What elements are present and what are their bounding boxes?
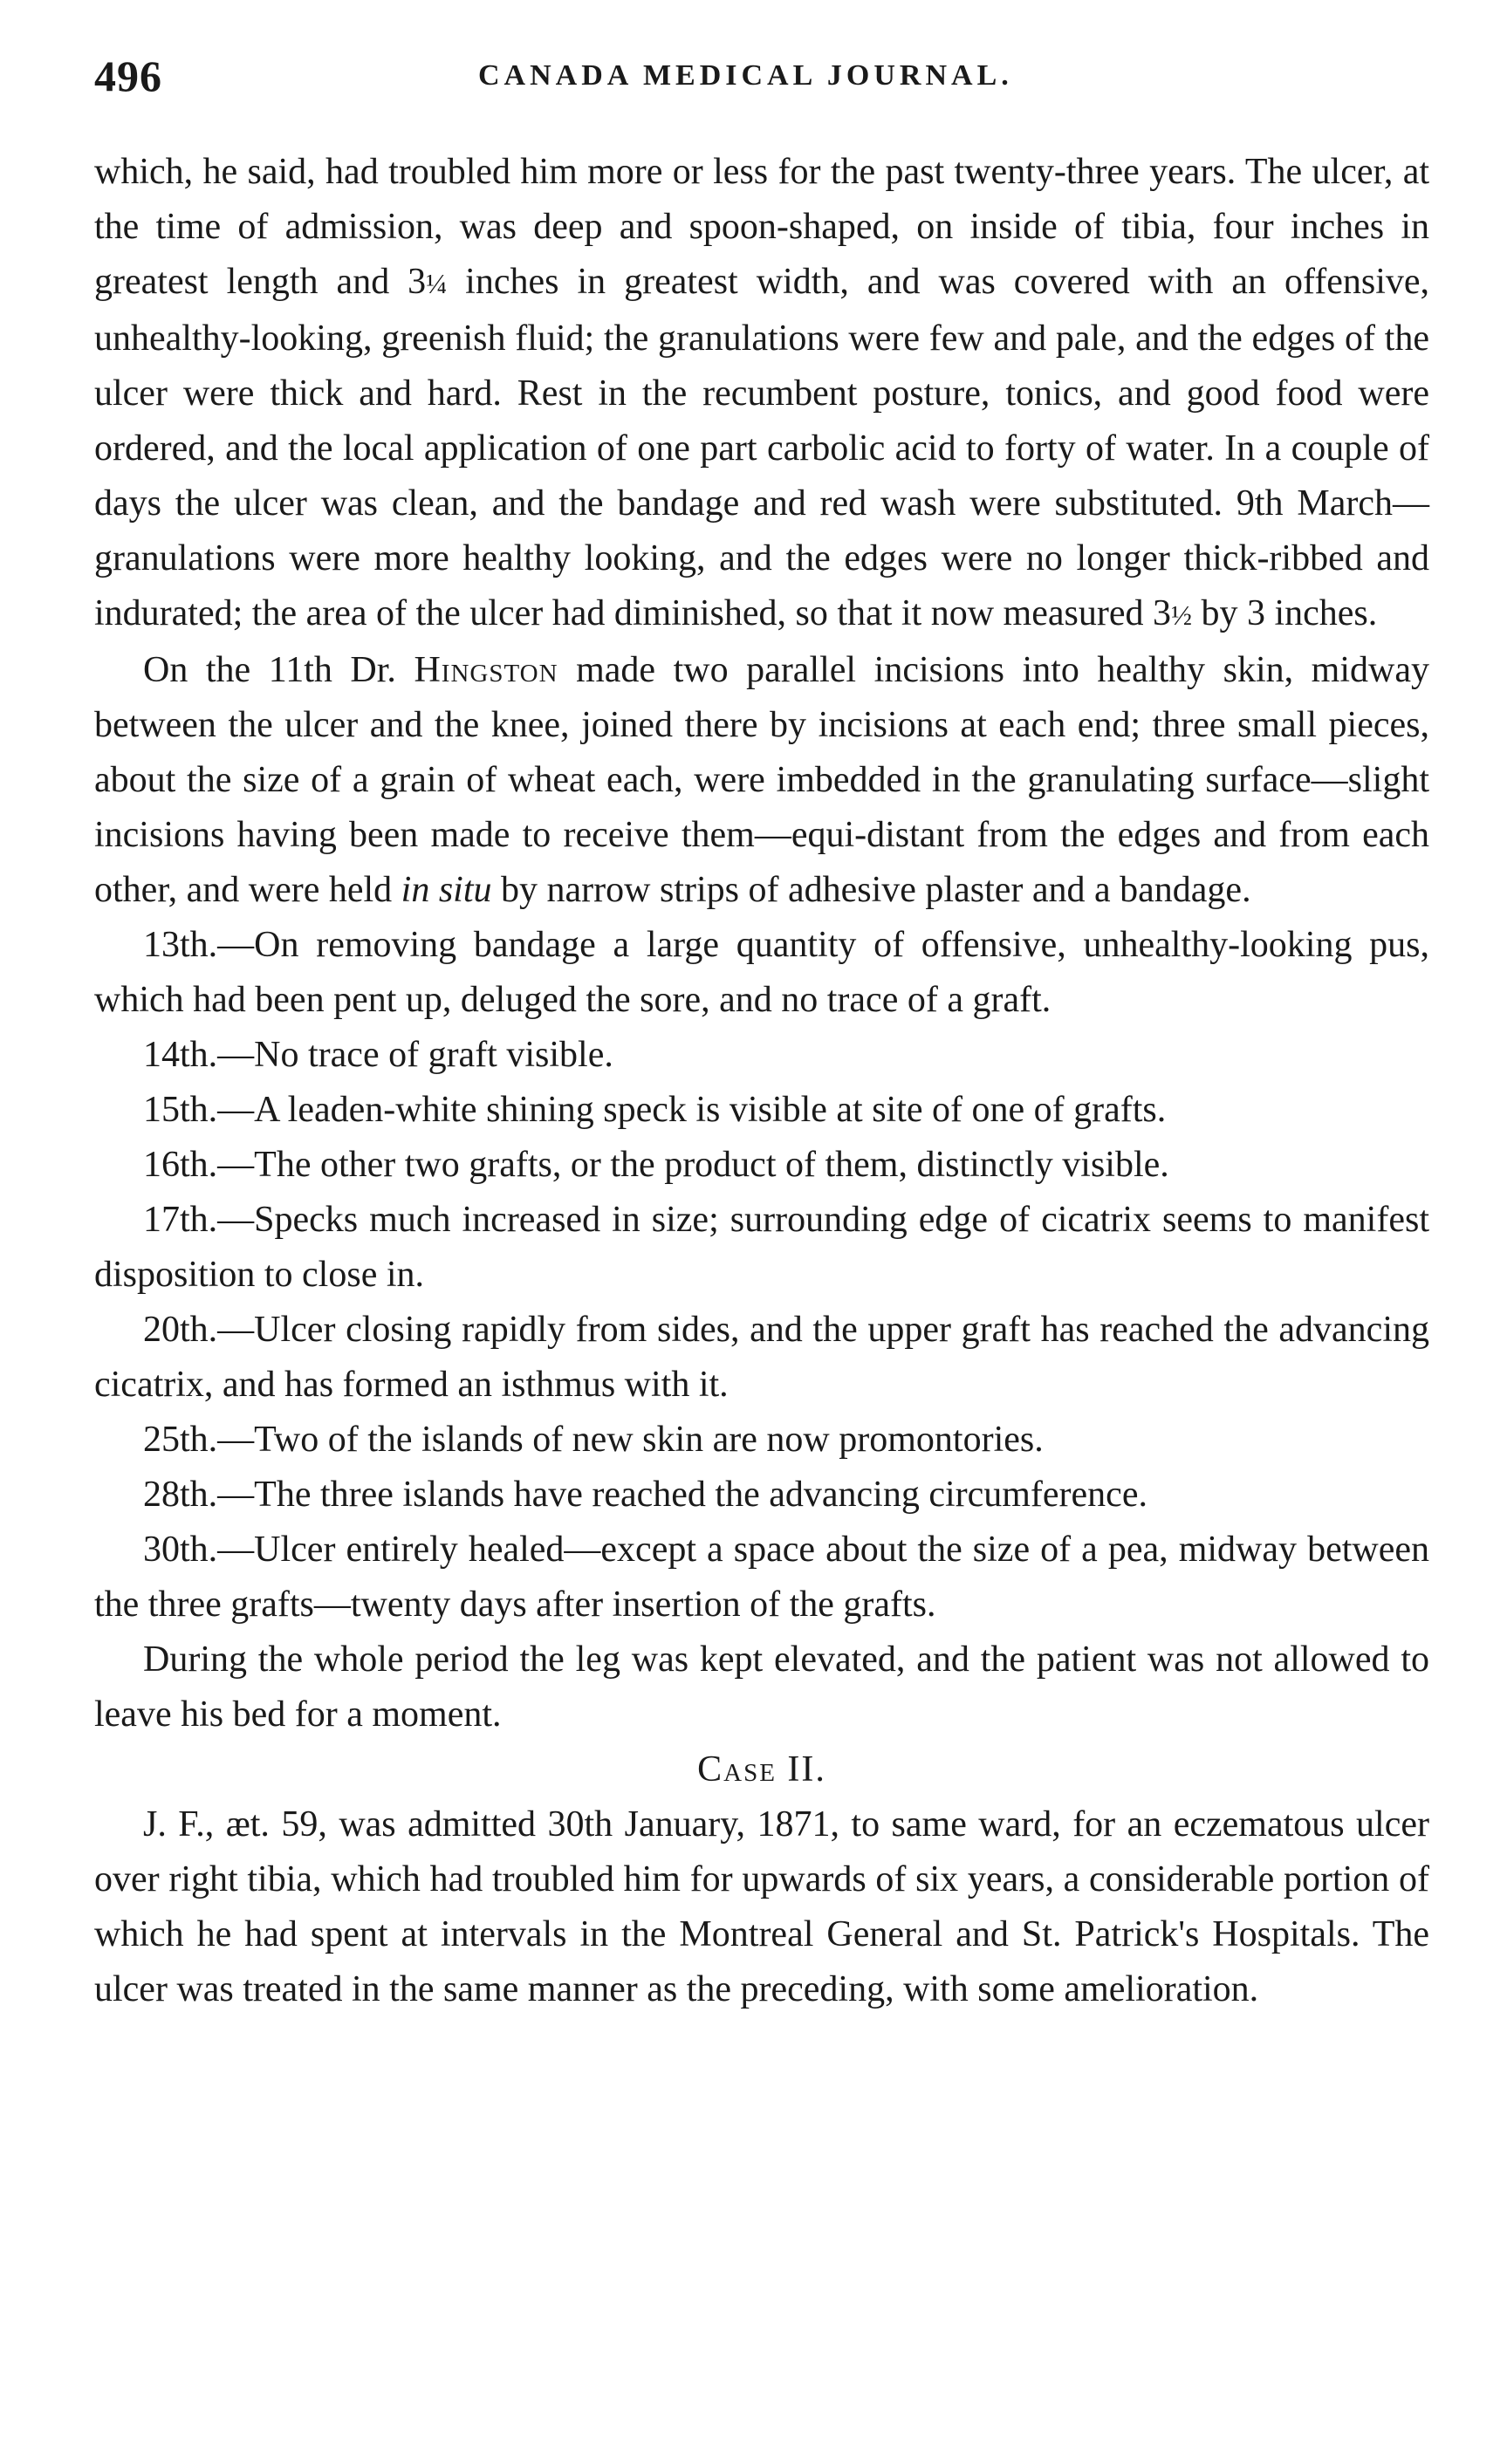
italic-term: in situ xyxy=(401,870,492,910)
entry-25th: 25th.—Two of the islands of new skin are now promontories. xyxy=(143,1420,1044,1460)
entry-30th: 30th.—Ulcer entirely healed—except a space about the size of a pea, midway between the three grafts—twenty days after insertion of the grafts. xyxy=(94,1530,1429,1625)
entry-16th: 16th.—The other two grafts, or the product of them, distinctly visible. xyxy=(143,1145,1169,1185)
paragraph-grafting xyxy=(94,643,1429,918)
entry-20th: 20th.—Ulcer closing rapidly from sides, and the upper graft has reached the advancing cicatrix, and has formed an isthmus with it. xyxy=(94,1310,1429,1405)
case-heading: Case II. xyxy=(697,1749,826,1790)
text-run: On the 11th Dr. xyxy=(143,650,414,690)
fraction: ¼ xyxy=(426,268,448,299)
entry-14th: 14th.—No trace of graft visible. xyxy=(143,1035,613,1075)
case2-paragraph: J. F., æt. 59, was admitted 30th January, 1871, to same ward, for an eczematous ulcer over right tibia, which had troubled him for upwards of six years, a considerable portion of which he had spent at intervals in the Montreal General and St. Patrick's Hospitals. The ulcer was treated in the same manner as the preceding, with some amelioration. xyxy=(94,1804,1429,2009)
page-header xyxy=(94,51,1451,112)
entry-13th: 13th.—On removing bandage a large quantity of offensive, unhealthy-looking pus, which had been pent up, deluged the sore, and no trace of a graft. xyxy=(94,925,1429,1020)
entry-15th: 15th.—A leaden-white shining speck is visible at site of one of grafts. xyxy=(143,1090,1167,1130)
text-run: made two parallel incisions into healthy skin, midway between the ulcer and the knee, joined there by incisions at each end; three small pieces, about the size of a grain of wheat each, were imbedded in the granulating surface—slight incisions having been made to receive them—equi-distant from the edges and from each other, and were held xyxy=(94,650,1429,910)
text-run: inches in greatest width, and was covered with an offensive, unhealthy-looking, greenish fluid; the granulations were few and pale, and the edges of the ulcer were thick and hard. Rest in the recumbent posture, tonics, and good food were ordered, and the local application of one part carbolic acid to forty of water. In a couple of days the ulcer was clean, and the bandage and red wash were substituted. 9th March—granulations were more healthy looking, and the edges were no longer thick-ribbed and indurated; the area of the ulcer had diminished, so that it now measured 3 xyxy=(94,262,1429,633)
fraction: ½ xyxy=(1170,599,1192,631)
closing-paragraph: During the whole period the leg was kept elevated, and the patient was not allowed to leave his bed for a moment. xyxy=(94,1639,1429,1735)
entry-28th: 28th.—The three islands have reached the advancing circumference. xyxy=(143,1475,1147,1515)
surgeon-name: Hingston xyxy=(414,650,558,690)
running-head: CANADA MEDICAL JOURNAL. xyxy=(478,59,1013,92)
text-run: which, he said, had troubled him more or less for the past twenty-three years. The ulcer, at the time of admission, was deep and spoon-shaped, on inside of tibia, four inches in greatest length and 3 xyxy=(94,152,1429,302)
paragraph-continuation xyxy=(94,145,1429,643)
page-number: 496 xyxy=(94,51,162,100)
entry-17th: 17th.—Specks much increased in size; surrounding edge of cicatrix seems to manifest disposition to close in. xyxy=(94,1200,1429,1295)
article-body xyxy=(94,145,1429,2017)
text-run: by 3 inches. xyxy=(1191,593,1378,633)
text-run: by narrow strips of adhesive plaster and a bandage. xyxy=(491,870,1251,910)
